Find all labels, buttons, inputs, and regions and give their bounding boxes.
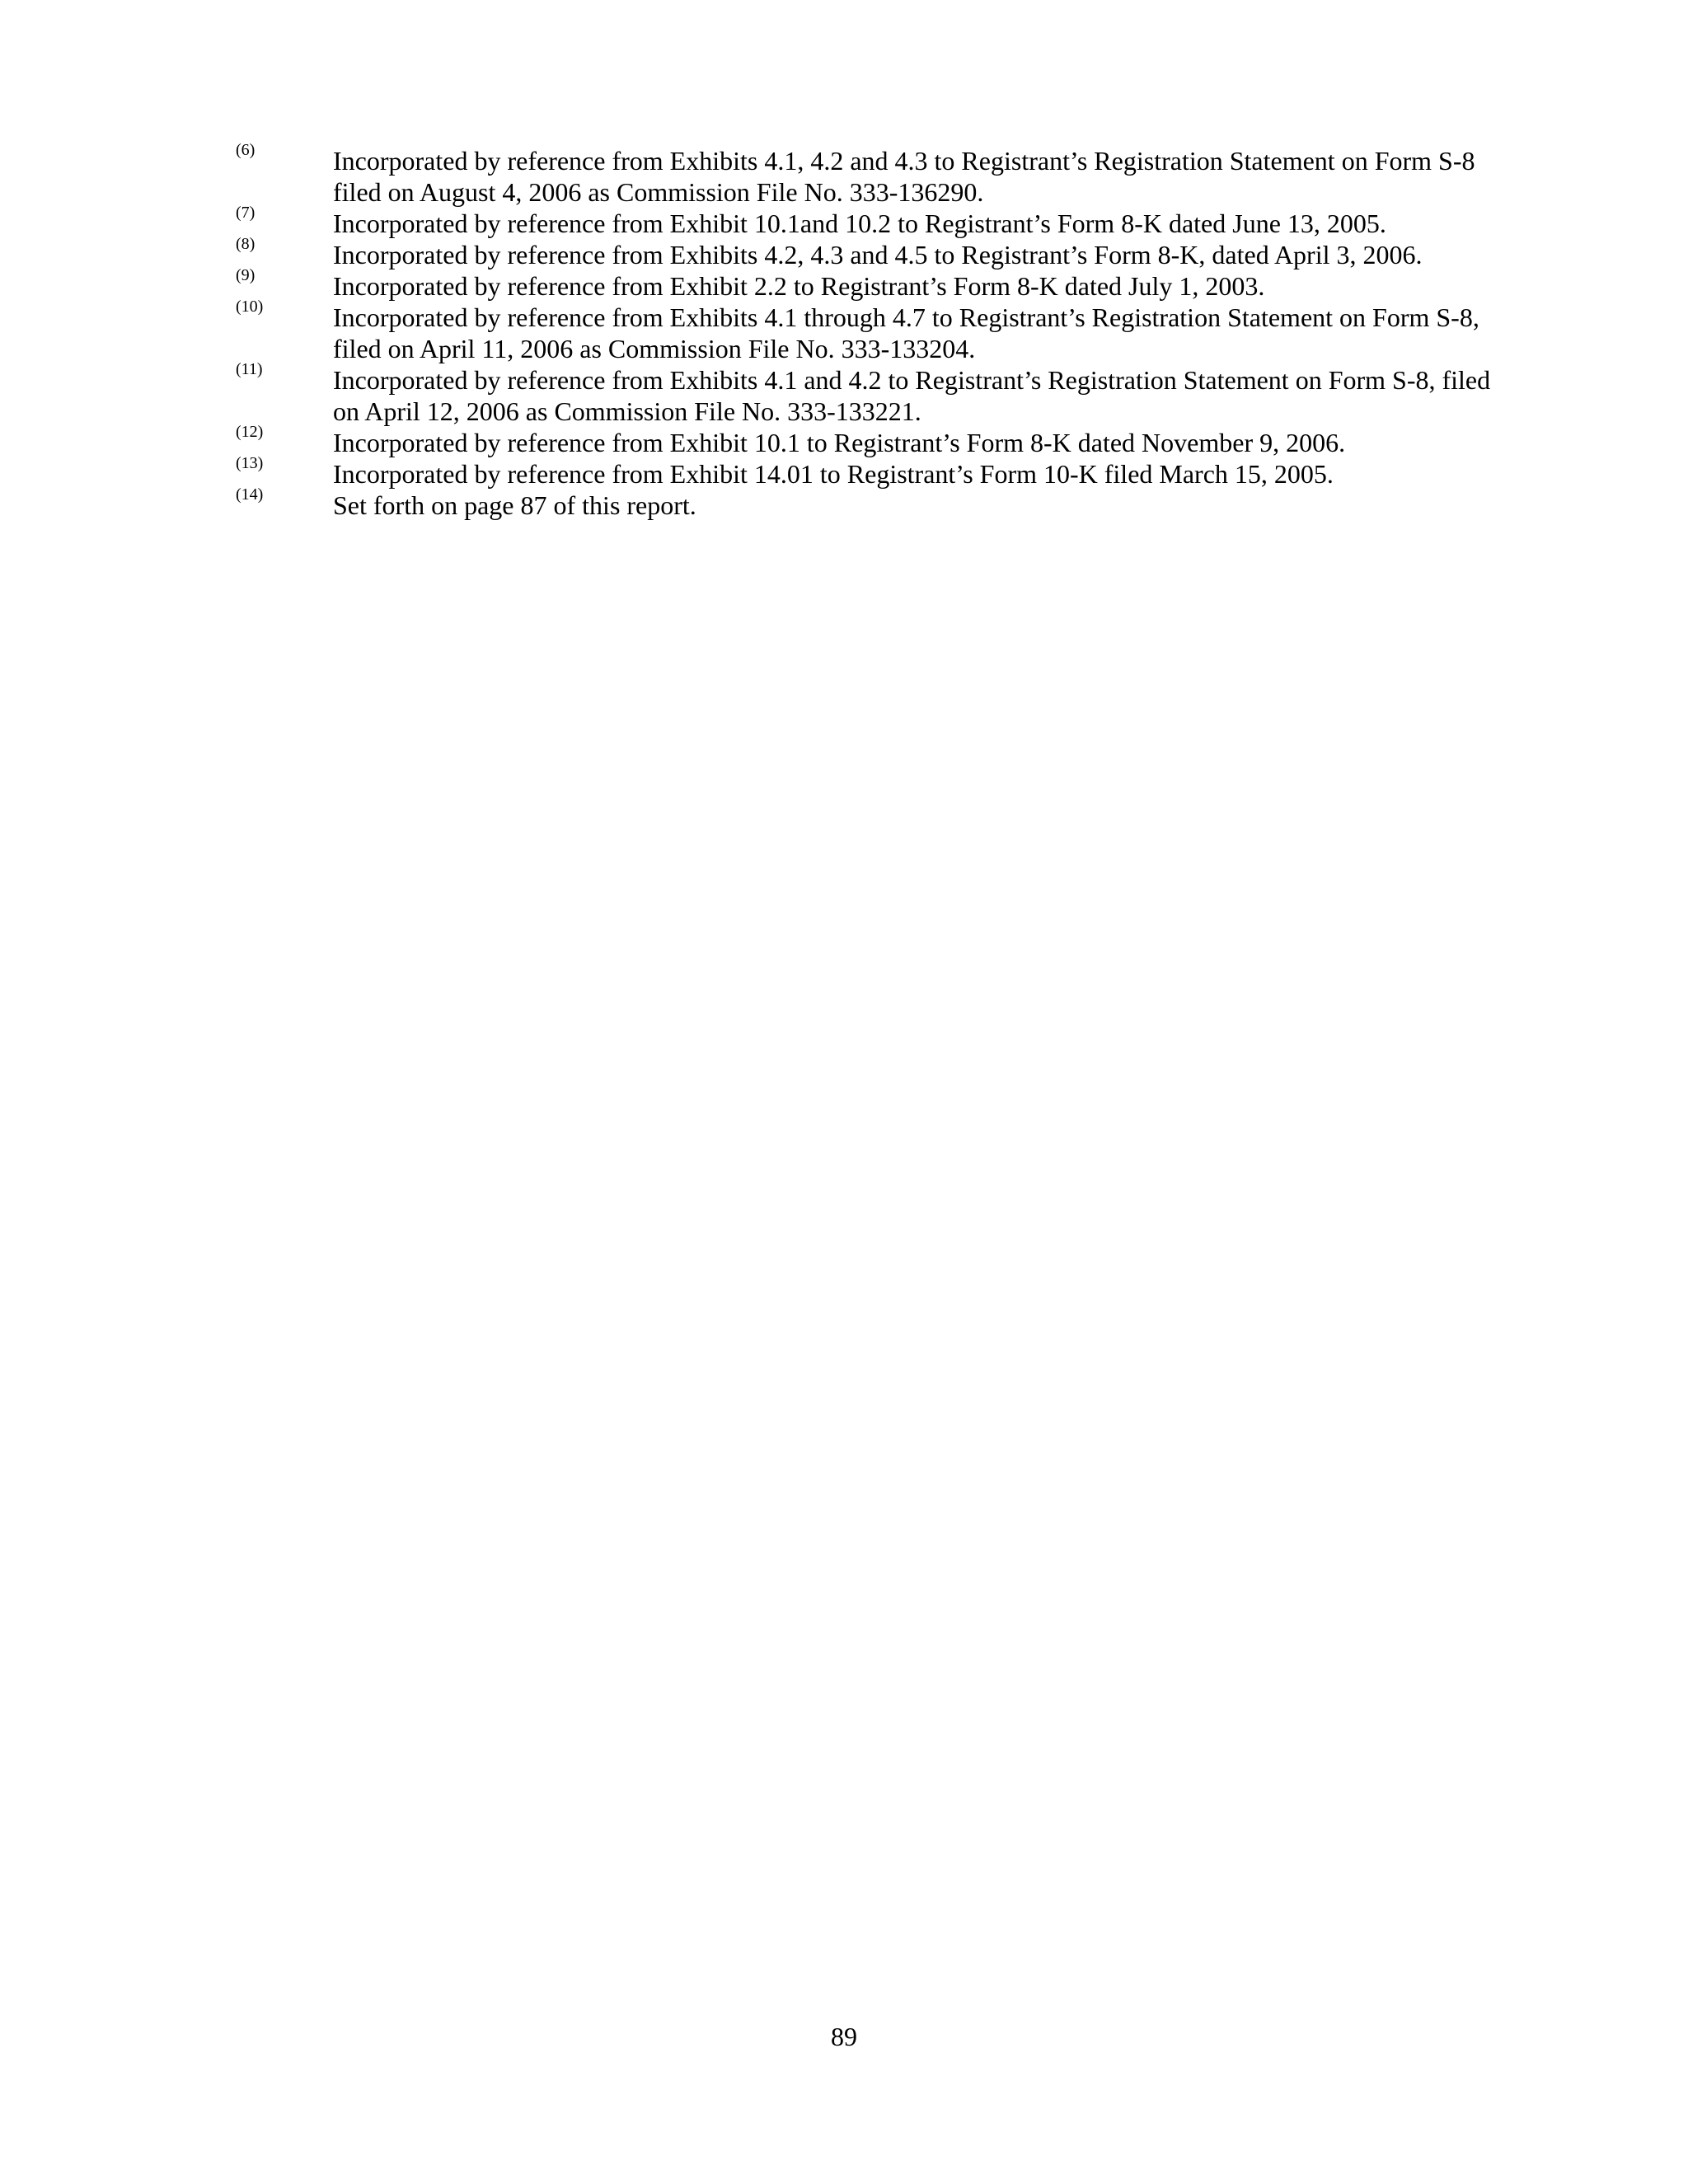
footnote-7	[236, 204, 1522, 239]
footnote-marker: (9)	[236, 266, 256, 284]
footnote-11	[236, 360, 1522, 427]
footnote-6	[236, 141, 1522, 208]
footnote-marker: (14)	[236, 485, 264, 504]
footnote-text: Incorporated by reference from Exhibit 10.1and 10.2 to Registrant’s Form 8-K dated June 13, 2005.	[333, 209, 1386, 238]
footnote-marker: (8)	[236, 235, 256, 253]
footnote-marker: (12)	[236, 423, 264, 441]
footnote-marker: (11)	[236, 360, 263, 378]
footnote-9	[236, 266, 1522, 302]
footnote-text: Incorporated by reference from Exhibits 4.1 and 4.2 to Registrant’s Registration Statement on Form S-8, filed on April 12, 2006 as Commission File No. 333-133221.	[333, 365, 1491, 426]
footnote-marker: (13)	[236, 454, 264, 472]
footnote-text: Incorporated by reference from Exhibit 14.01 to Registrant’s Form 10-K filed March 15, 2005.	[333, 459, 1334, 489]
footnote-text: Incorporated by reference from Exhibit 10.1 to Registrant’s Form 8-K dated November 9, 2006.	[333, 428, 1346, 457]
footnote-text: Incorporated by reference from Exhibits 4.1, 4.2 and 4.3 to Registrant’s Registration Statement on Form S-8 filed on August 4, 2006 as Commission File No. 333-136290.	[333, 146, 1475, 207]
footnote-13	[236, 454, 1522, 490]
footnote-list	[236, 141, 1522, 521]
page-number: 89	[831, 2022, 857, 2051]
footnote-text: Set forth on page 87 of this report.	[333, 490, 696, 520]
footnote-marker: (7)	[236, 204, 256, 222]
footnote-text: Incorporated by reference from Exhibit 2.2 to Registrant’s Form 8-K dated July 1, 2003.	[333, 271, 1265, 301]
footnote-marker: (10)	[236, 298, 264, 316]
footnote-14	[236, 485, 1522, 521]
footnote-8	[236, 235, 1522, 270]
footnote-text: Incorporated by reference from Exhibits 4.1 through 4.7 to Registrant’s Registration Statement on Form S-8, filed on April 11, 2006 as Commission File No. 333-133204.	[333, 302, 1479, 363]
footnote-text: Incorporated by reference from Exhibits 4.2, 4.3 and 4.5 to Registrant’s Form 8-K, dated April 3, 2006.	[333, 240, 1423, 269]
footnote-10	[236, 298, 1522, 364]
footnote-12	[236, 423, 1522, 458]
footnote-marker: (6)	[236, 141, 256, 159]
